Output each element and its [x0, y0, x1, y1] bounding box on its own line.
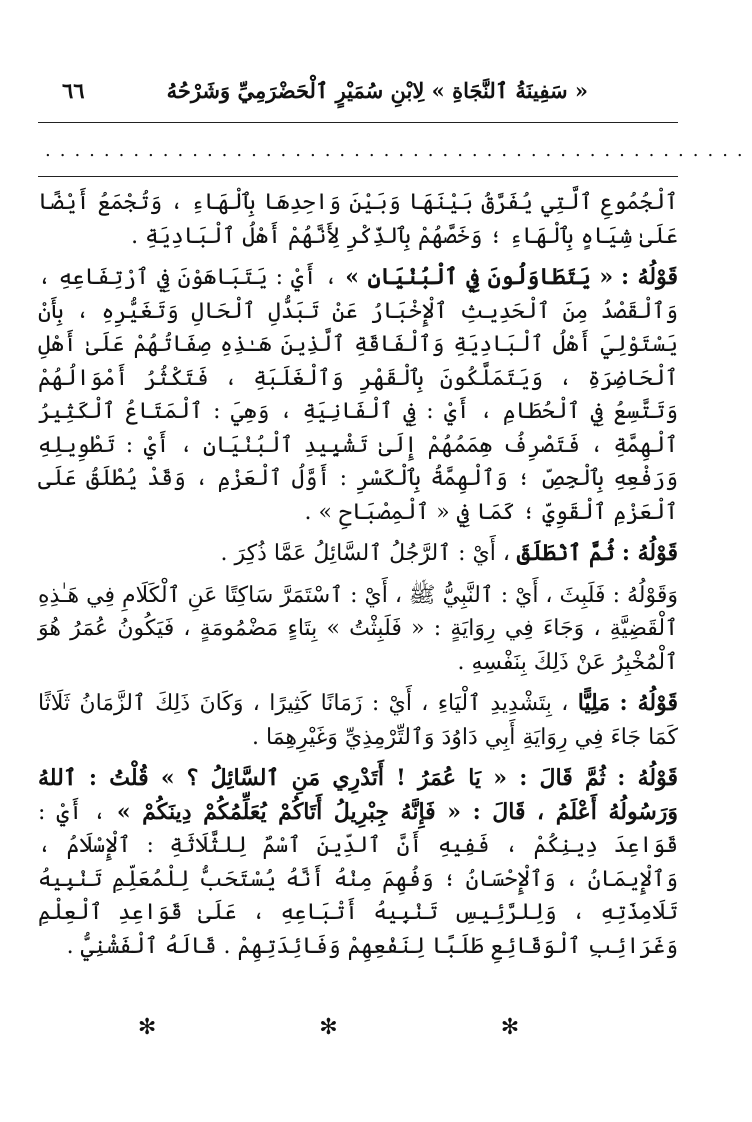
paragraph-text: ، بِتَشْدِيدِ ٱلْيَاءِ ، أَيْ : زَمَانًا كَثِيرًا ، وَكَانَ ذَلِكَ ٱلزَّمَانُ ثَلَاثًا كَمَا جَاءَ فِي رِوَايَةِ أَبِي دَاوُدَ وَٱلتِّرْمِذِيِّ وَغَيْرِهِمَا .	[38, 691, 678, 750]
paragraph-lead: قَوْلُهُ :	[619, 690, 678, 716]
separator-dots: ................................................	[45, 140, 752, 161]
asterisk-ornament-icon: ✻	[319, 1015, 398, 1040]
quoted-term: مَلِيًّا	[577, 690, 611, 716]
paragraph-5	[38, 687, 678, 754]
quoted-term: « يَتَطَاوَلُونَ فِي ٱلْبُنْيَانِ »	[345, 264, 614, 290]
paragraph-4	[38, 579, 678, 680]
quoted-term: ثُمَّ قَالَ : « يَا عُمَرُ ! أَتَدْرِي مَنِ ٱلسَّائِلُ ؟ » قُلْتُ : ٱللهُ وَرَسُولُهُ أَعْلَمُ ، قَالَ : « فَإِنَّهُ جِبْرِيلُ أَتَاكُمْ يُعَلِّمُكُمْ دِينَكُمْ »	[38, 765, 678, 825]
commentary-body	[38, 186, 678, 971]
paragraph-text: ، أَيْ : قَوَاعِدَ دِينِكُمْ ، فَفِيهِ أَنَّ ٱلدِّينَ ٱسْمٌ لِلثَّلَاثَةِ : ٱلْإِسْلَامُ ، وَٱلْإِيمَانُ ، وَٱلْإِحْسَانُ ؛ وَفُهِمَ مِنْهُ أَنَّهُ يُسْتَحَبُّ لِلْمُعَلِّمِ تَنْبِيهُ تَلَامِذَتِهِ ، وَلِلرَّئِيسِ تَنْبِيهُ أَتْبَاعِهِ ، عَلَىٰ قَوَاعِدِ ٱلْعِلْمِ وَغَرَائِبِ ٱلْوَقَائِعِ طَلَبًا لِنَفْعِهِمْ وَفَائِدَتِهِمْ . قَالَهُ ٱلْفَشْنِيُّ .	[38, 799, 678, 959]
paragraph-text: ، أَيْ : يَتَبَاهَوْنَ فِي ٱرْتِفَاعِهِ ، وَٱلْقَصْدُ مِنَ ٱلْحَدِيثِ ٱلْإِخْبَارُ عَنْ تَبَدُّلِ ٱلْحَالِ وَتَغَيُّرِهِ ، بِأَنْ يَسْتَوْلِيَ أَهْلُ ٱلْبَادِيَةِ وَٱلْفَاقَةِ ٱلَّذِينَ هَـٰذِهِ صِفَاتُهُمْ عَلَىٰ أَهْلِ ٱلْحَاضِرَةِ ، وَيَتَمَلَّكُونَ بِٱلْقَهْرِ وَٱلْغَلَبَةِ ، فَتَكْثُرُ أَمْوَالُهُمْ وَتَتَّسِعُ فِي ٱلْحُطَامِ ، أَيْ : فِي ٱلْفَانِيَةِ ، وَهِيَ : ٱلْمَتَاعُ ٱلْكَثِيرُ ٱلْهِمَّةِ ، فَتَصْرِفُ هِمَمُهُمْ إِلَىٰ تَشْيِيدِ ٱلْبُنْيَانِ ، أَيْ : تَطْوِيلِهِ وَرَفْعِهِ بِٱلْجِصِّ ؛ وَٱلْهِمَّةُ بِٱلْكَسْرِ : أَوَّلُ ٱلْعَزْمِ ، وَقَدْ يُطْلَقُ عَلَى ٱلْعَزْمِ ٱلْقَوِيِّ ؛ كَمَا فِي « ٱلْمِصْبَاحِ » .	[38, 265, 678, 525]
paragraph-text: فَلَبِثَ ، أَيْ : ٱلنَّبِيُّ ﷺ ، أَيْ : ٱسْتَمَرَّ سَاكِتًا عَنِ ٱلْكَلَامِ فِي هَـٰذِهِ ٱلْقَضِيَّةِ ، وَجَاءَ فِي رِوَايَةٍ : « فَلَبِثْتُ » بِتَاءٍ مَضْمُومَةٍ ، فَيَكُونُ عُمَرُ هُوَ ٱلْمُخْبِرُ عَنْ ذَلِكَ بِنَفْسِهِ .	[38, 582, 678, 675]
paragraph-lead: قَوْلُهُ :	[617, 765, 678, 791]
paragraph-6	[38, 762, 678, 963]
paragraph-lead: قَوْلُهُ :	[621, 540, 678, 566]
header-title: « سَفِينَةُ ٱلنَّجَاةِ » لِابْنِ سُمَيْرٍ ٱلْحَضْرَمِيِّ وَشَرْحُهُ	[166, 78, 588, 103]
header-rule	[38, 122, 678, 123]
asterisk-ornament-icon: ✻	[500, 1015, 580, 1040]
page-number: ٦٦	[62, 78, 85, 103]
paragraph-text: ٱلْجُمُوعِ ٱلَّتِي يُفَرَّقُ بَيْنَهَا وَبَيْنَ وَاحِدِهَا بِٱلْهَاءِ ، وَتُجْمَعُ أَيْضًا عَلَىٰ شِيَاهٍ بِٱلْهَاءِ ؛ وَخَصَّهُمْ بِٱلذِّكْرِ لِأَنَّهُمْ أَهْلُ ٱلْبَادِيَةِ .	[38, 190, 678, 249]
paragraph-lead: وَقَوْلُهُ :	[612, 582, 678, 608]
body-rule	[38, 176, 678, 177]
running-header	[38, 72, 678, 116]
quoted-term: ثُمَّ ٱنْطَلَقَ	[516, 540, 615, 566]
paragraph-text: ، أَيْ : ٱلرَّجُلُ ٱلسَّائِلُ عَمَّا ذُكِرَ .	[220, 541, 510, 566]
paragraph-2	[38, 261, 678, 529]
paragraph-1	[38, 186, 678, 253]
paragraph-3	[38, 537, 678, 571]
asterisk-ornament-icon: ✻	[137, 1015, 217, 1040]
section-end-ornaments	[0, 1015, 717, 1040]
paragraph-lead: قَوْلُهُ :	[620, 264, 679, 290]
